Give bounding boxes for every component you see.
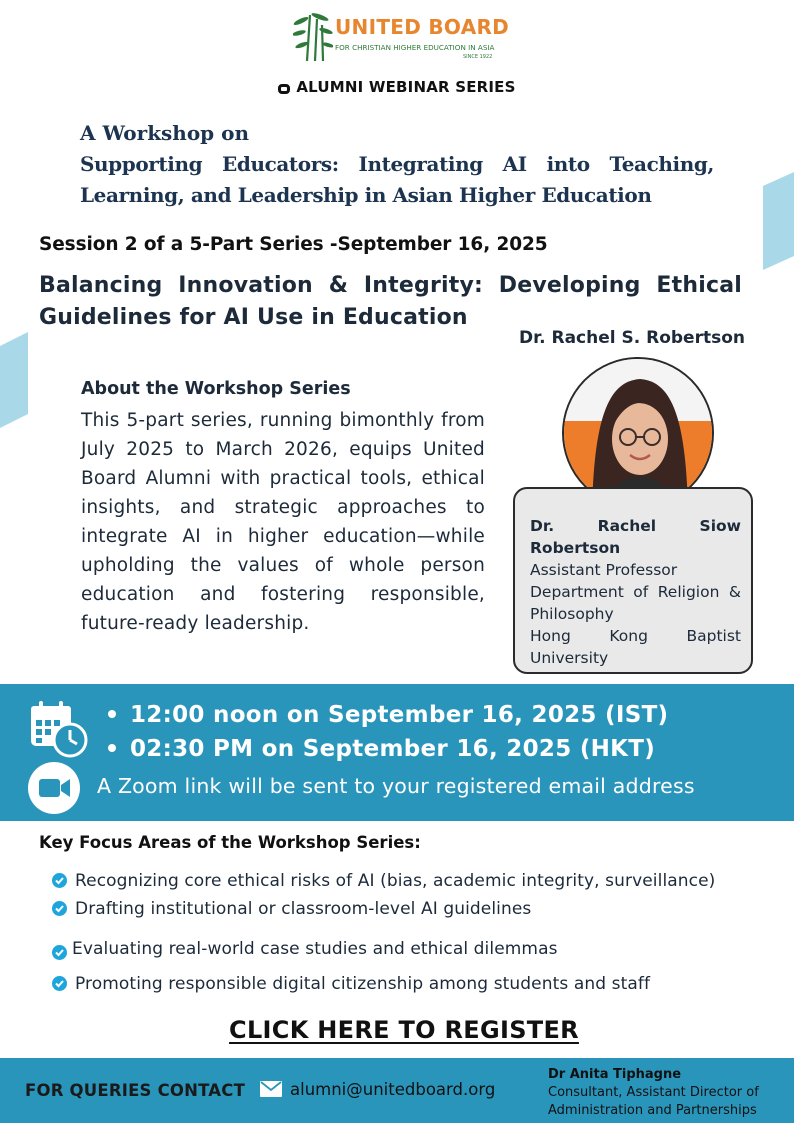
video-camera-icon: [28, 762, 80, 814]
queries-label: FOR QUERIES CONTACT: [25, 1081, 246, 1100]
series-icon: [278, 84, 290, 94]
focus-item-text: Recognizing core ethical risks of AI (bias, academic integrity, surveillance): [75, 871, 716, 891]
speaker-title: Assistant Professor: [530, 561, 678, 579]
focus-item-text: Promoting responsible digital citizenship among students and staff: [75, 974, 651, 994]
about-heading: About the Workshop Series: [81, 379, 351, 399]
check-icon: [52, 873, 67, 888]
speaker-department: Department of Religion & Philosophy: [530, 583, 741, 623]
speaker-card: [513, 487, 753, 674]
decorative-shape-right: [760, 172, 794, 270]
email-link[interactable]: [260, 1080, 495, 1099]
logo-since: SINCE 1922: [463, 54, 493, 60]
calendar-clock-icon: [28, 698, 88, 758]
footer-bar: [0, 1058, 794, 1123]
focus-item: [52, 939, 558, 960]
check-icon: [52, 901, 67, 916]
zoom-note: A Zoom link will be sent to your registered email address: [97, 774, 695, 798]
schedule-band: [0, 684, 794, 821]
contact-block: [548, 1066, 759, 1120]
workshop-title-line2: Supporting Educators: Integrating AI into Teaching,: [80, 152, 714, 176]
email-text: alumni@unitedboard.org: [290, 1080, 496, 1099]
speaker-heading: Dr. Rachel S. Robertson: [519, 328, 745, 348]
register-link[interactable]: CLICK HERE TO REGISTER: [229, 1016, 579, 1044]
decorative-shape-left: [0, 332, 30, 428]
mail-icon: [260, 1081, 282, 1097]
workshop-title-line3: Learning, and Leadership in Asian Higher Education: [80, 183, 652, 207]
bamboo-logo-icon: [293, 11, 333, 63]
series-text: ALUMNI WEBINAR SERIES: [296, 78, 516, 96]
speaker-full-name: Dr. Rachel Siow Robertson: [530, 517, 741, 557]
logo-tagline: FOR CHRISTIAN HIGHER EDUCATION IN ASIA: [335, 43, 495, 52]
schedule-time-hkt: [108, 736, 655, 762]
contact-name: Dr Anita Tiphagne: [548, 1067, 682, 1082]
focus-item-text: Evaluating real-world case studies and ethical dilemmas: [72, 939, 558, 959]
session-topic-line2: Guidelines for AI Use in Education: [39, 305, 468, 330]
focus-item: [52, 871, 715, 891]
bullet-dot: [108, 744, 116, 752]
check-icon: [52, 945, 67, 960]
schedule-time-ist: [108, 702, 668, 728]
focus-item: [52, 899, 531, 919]
session-line: Session 2 of a 5-Part Series -September 16, 2025: [39, 234, 548, 255]
contact-role-line2: Administration and Partnerships: [548, 1103, 757, 1118]
about-text: This 5-part series, running bimonthly from July 2025 to March 2026, equips United Board Alumni with practical tools, ethical insights, and strategic approaches to integrate AI in higher education—while upholding the values of whole person education and fostering responsible, future-ready leadership.: [81, 410, 485, 634]
workshop-title-line1: A Workshop on: [80, 121, 250, 145]
schedule-time-ist-text: 12:00 noon on September 16, 2025 (IST): [130, 702, 669, 728]
series-label: [0, 78, 794, 96]
focus-heading: Key Focus Areas of the Workshop Series:: [39, 833, 421, 852]
speaker-university: Hong Kong Baptist University: [530, 627, 741, 667]
logo-title: UNITED BOARD: [335, 15, 510, 39]
schedule-time-hkt-text: 02:30 PM on September 16, 2025 (HKT): [130, 736, 656, 762]
contact-role-line1: Consultant, Assistant Director of: [548, 1085, 759, 1100]
workshop-title: [80, 118, 714, 211]
check-icon: [52, 976, 67, 991]
focus-item-text: Drafting institutional or classroom-level AI guidelines: [75, 899, 532, 919]
session-topic-line1: Balancing Innovation & Integrity: Developing Ethical: [39, 273, 742, 298]
session-topic: [39, 270, 742, 334]
bullet-dot: [108, 710, 116, 718]
united-board-logo: [293, 9, 508, 65]
focus-item: [52, 974, 650, 994]
